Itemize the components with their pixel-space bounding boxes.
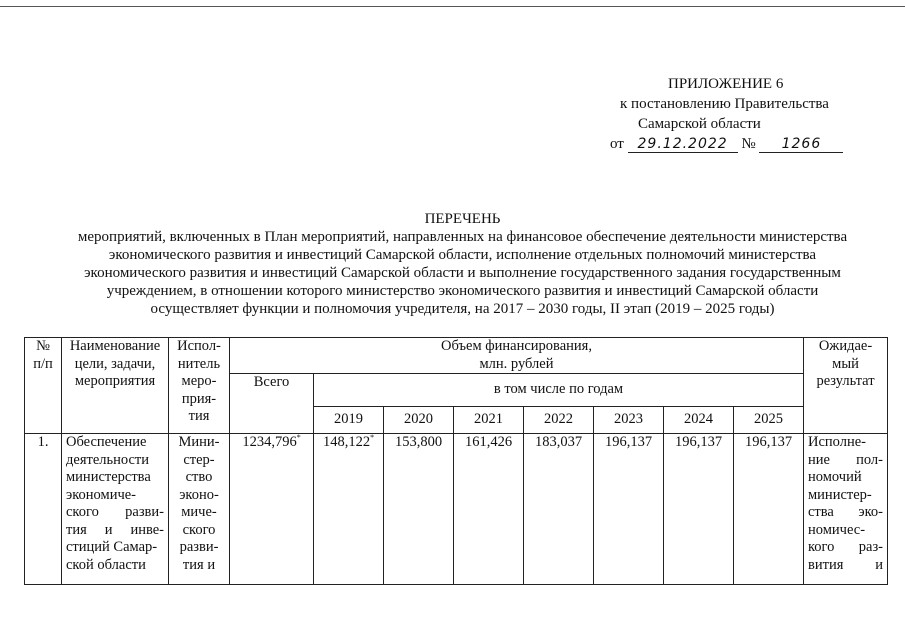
row-total-value: 1234,796	[242, 434, 297, 450]
row-value-2022: 183,037	[524, 434, 594, 585]
header-year: 2020	[384, 407, 454, 434]
row-exec-line: Мини-	[178, 434, 220, 450]
header-year: 2025	[734, 407, 804, 434]
row-name	[62, 434, 169, 585]
row-name-line: экономиче-	[66, 486, 137, 503]
row-exec-line: миче-	[181, 504, 217, 520]
row-value-2024: 196,137	[664, 434, 734, 585]
header-fin-line: Объем финансирования,	[441, 338, 592, 354]
header-year: 2022	[524, 407, 594, 434]
row-name-line: Обеспечение	[66, 434, 147, 450]
header-res-line: Ожидае-	[818, 338, 873, 354]
title-line: экономического развития и инвестиций Самарской области и выполнение государственного задания государственным	[84, 265, 841, 281]
header-num-line: №	[36, 338, 50, 354]
header-exec-line: прия-	[181, 390, 217, 407]
header-name-line: цели, задачи,	[74, 355, 156, 372]
row-exec-line: стер-	[183, 451, 215, 468]
row-res-line: Исполне-	[808, 434, 866, 450]
row-exec-line: тия и	[182, 556, 216, 573]
header-total: Всего	[230, 374, 314, 434]
top-border-line	[0, 6, 905, 7]
row-exec-line: разви-	[179, 539, 219, 555]
row-result	[804, 434, 888, 585]
row-value-2025: 196,137	[734, 434, 804, 585]
row-name-line: ского разви-	[66, 504, 164, 520]
row-total	[230, 434, 314, 585]
header-name-line: мероприятия	[74, 373, 156, 389]
header-name	[62, 338, 169, 434]
appendix-resolution: к постановлению Правительства	[620, 96, 829, 112]
row-name-line: деятельности	[66, 451, 150, 468]
row-value-2023: 196,137	[594, 434, 664, 585]
header-year: 2021	[454, 407, 524, 434]
footnote-mark: *	[370, 433, 375, 443]
number-label: №	[741, 136, 756, 152]
handwritten-number: 1266	[759, 136, 843, 153]
row-res-line: ства эко-	[808, 504, 883, 520]
row-value-2019	[314, 434, 384, 585]
title-heading: ПЕРЕЧЕНЬ	[424, 211, 501, 227]
header-executor	[169, 338, 230, 434]
header-year: 2024	[664, 407, 734, 434]
document-title	[40, 210, 885, 318]
row-exec-line: ство	[185, 469, 213, 485]
row-value-2021: 161,426	[454, 434, 524, 585]
row-name-line: министерства	[66, 469, 151, 485]
header-financing	[230, 338, 804, 374]
header-res-line: мый	[832, 355, 859, 372]
header-num-line: п/п	[33, 355, 53, 372]
row-res-line: министер-	[808, 486, 872, 503]
row-value-2020: 153,800	[384, 434, 454, 585]
from-label: от	[610, 136, 624, 152]
title-line: экономического развития и инвестиций Самарской области, исполнение отдельных полномочий министерства	[108, 247, 817, 263]
row-exec-line: ского	[182, 521, 216, 538]
header-name-line: Наименование	[69, 338, 161, 354]
row-name-line: стиций Самар-	[66, 539, 158, 555]
title-line: учреждением, в отношении которого министерство экономического развития и инвестиций Самарской области	[106, 283, 819, 299]
title-line: осуществляет функции и полномочия учредителя, на 2017 – 2030 годы, II этап (2019 – 2025 годы)	[150, 301, 775, 317]
row-res-line: ние пол-	[808, 451, 883, 468]
activities-table	[24, 337, 888, 585]
footnote-mark: *	[296, 433, 301, 443]
table-row	[25, 434, 888, 585]
row-res-line: кого раз-	[808, 539, 883, 555]
header-num	[25, 338, 62, 434]
handwritten-date: 29.12.2022	[628, 136, 738, 153]
title-line: мероприятий, включенных в План мероприятий, направленных на финансовое обеспечение деятельности министерства	[77, 229, 848, 245]
header-exec-line: тия	[188, 408, 210, 424]
header-row-1	[25, 338, 888, 374]
row-num: 1.	[25, 434, 62, 585]
row-res-line: номичес-	[808, 521, 866, 538]
appendix-date-number	[610, 134, 843, 154]
header-year: 2019	[314, 407, 384, 434]
header-exec-line: нитель	[177, 355, 221, 372]
header-fin-line: млн. рублей	[479, 355, 554, 372]
row-exec-line: эконо-	[179, 486, 219, 503]
appendix-region: Самарской области	[638, 116, 761, 132]
row-name-line: тия и инве-	[66, 521, 164, 538]
row-value: 148,122	[322, 434, 371, 450]
row-res-line: вития и	[808, 556, 883, 573]
header-exec-line: меро-	[181, 373, 217, 389]
header-result	[804, 338, 888, 434]
row-executor	[169, 434, 230, 585]
header-res-line: результат	[816, 373, 875, 389]
header-by-years: в том числе по годам	[314, 374, 804, 407]
row-res-line: номочий	[808, 469, 862, 485]
header-exec-line: Испол-	[177, 338, 221, 354]
header-year: 2023	[594, 407, 664, 434]
row-name-line: ской области	[66, 556, 146, 573]
appendix-title: ПРИЛОЖЕНИЕ 6	[668, 76, 784, 92]
